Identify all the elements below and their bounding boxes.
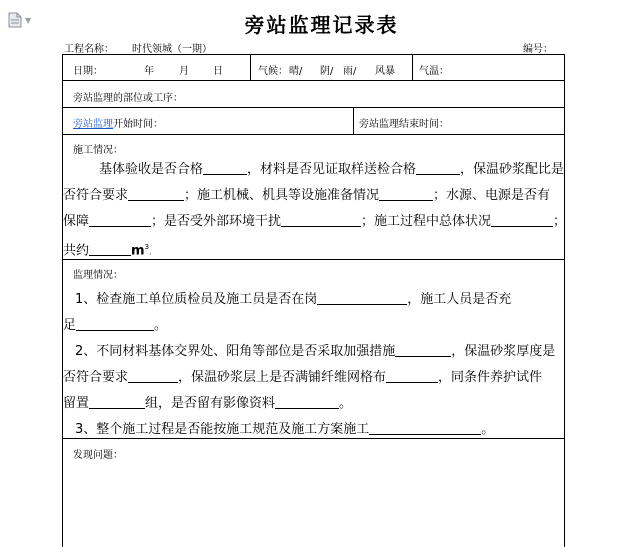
date-day: 日 [213,66,223,77]
construction-line-1: 基体验收是否合格 ，材料是否见证取样送检合格 ，保温砂浆配比是 [99,162,565,177]
supervision-location-label: 旁站监理的部位或工序： [73,93,183,104]
weather-label: 气候： [258,66,288,77]
weather-sunny: 晴/ [289,66,303,77]
construction-line-4: 共约 $m^3$. [63,243,152,259]
date-month: 月 [179,66,189,77]
page-title: 旁站监理记录表 [244,13,399,37]
construction-line-2: 否符合要求 ；施工机械、机具等设施准备情况 ；水源、电源是否有 [63,188,551,203]
end-time-label: 旁站监理结束时间： [359,119,449,130]
weather-rain: 雨/ [343,66,357,77]
project-name-value: 时代领城（一期） [132,44,212,55]
construction-line-3: 保障 ；是否受外部环境干扰 ；施工过程中总体状况 ； [63,214,567,229]
serial-number-label: 编号： [523,44,553,55]
supervision-item-2-cont2: 留置 组，是否留有影像资料 。 [63,396,353,411]
project-name-label: 工程名称： [64,44,114,55]
weather-storm: 风暴 [375,66,395,77]
supervision-item-1: 1、检查施工单位质检员及施工员是否在岗 ，施工人员是否充 [75,292,512,307]
supervision-heading: 监理情况： [73,270,123,281]
supervision-item-1-cont: 足 。 [63,318,168,333]
date-year: 年 [144,66,154,77]
chevron-down-icon[interactable]: ▼ [25,16,32,25]
issues-heading: 发现问题： [73,450,123,461]
supervision-item-3: 3、整个施工过程是否能按施工规范及施工方案施工 。 [75,422,495,437]
weather-cloudy: 阴/ [320,66,334,77]
start-time-label: 开始时间： [113,119,163,130]
supervision-item-2-cont: 否符合要求 ，保温砂浆层上是否满铺纤维网格布 ，同条件养护试件 [63,370,543,385]
record-form [62,54,565,547]
temperature-label: 气温： [419,66,449,77]
date-label: 日期： [73,66,103,77]
supervision-item-2: 2、不同材料基体交界处、阳角等部位是否采取加强措施 ，保温砂浆厚度是 [75,344,556,359]
construction-heading: 施工情况： [73,145,123,156]
supervision-link[interactable]: 旁站监理 [73,119,113,130]
